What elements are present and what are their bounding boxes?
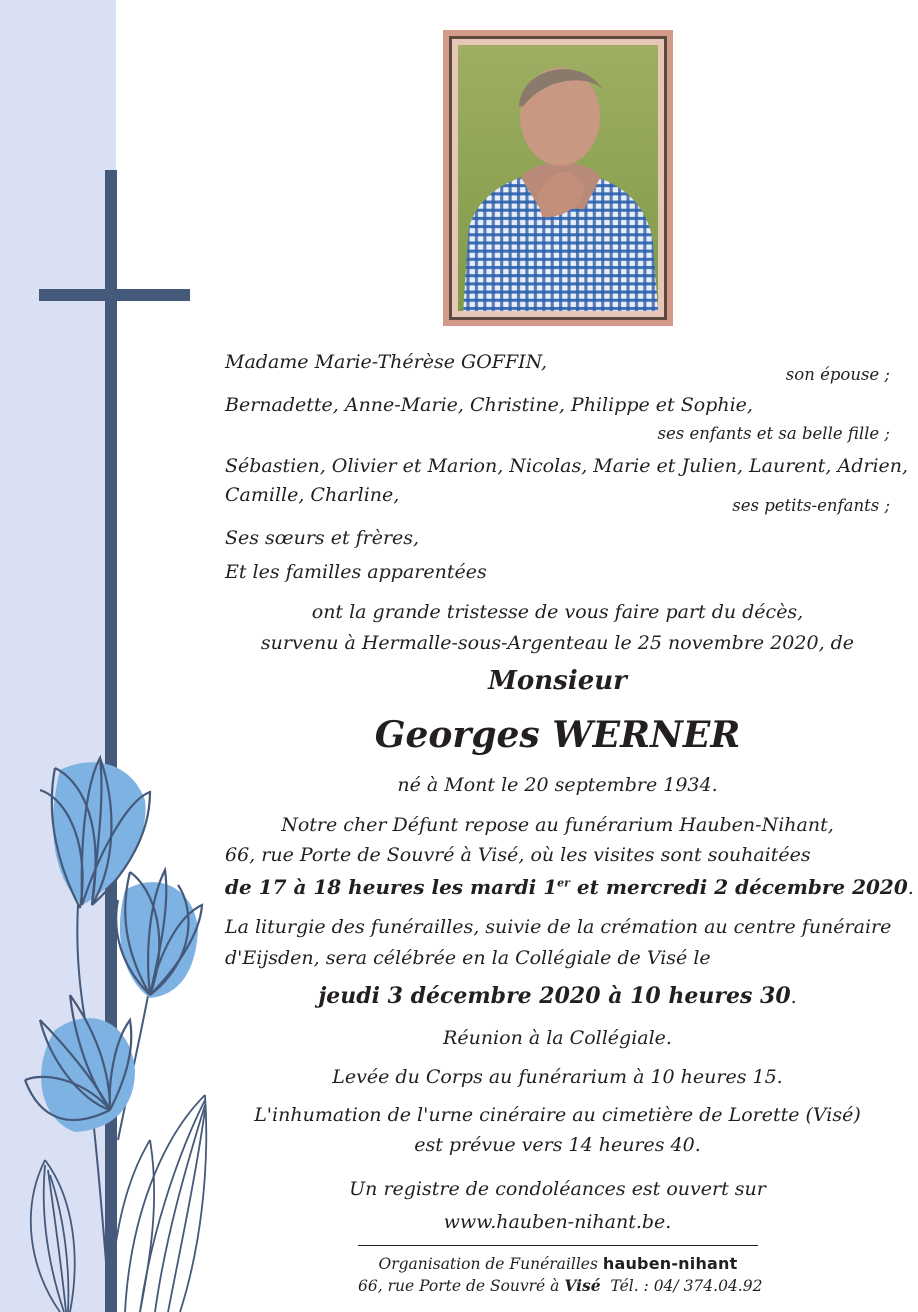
grandchildren-role: ses petits-enfants ; (732, 496, 890, 515)
portrait-mat (449, 36, 667, 320)
funeral-datetime-end: . (790, 986, 797, 1008)
children-role: ses enfants et sa belle fille ; (657, 424, 890, 443)
deceased-title: Monsieur (488, 666, 627, 696)
cross-horizontal-bar (39, 289, 190, 301)
footer-divider (358, 1245, 758, 1246)
relatives: Et les familles apparentées (225, 561, 487, 583)
visitation-hours (225, 875, 914, 899)
footer-address (358, 1276, 763, 1295)
portrait-photo (458, 45, 658, 311)
condolences-line1: Un registre de condoléances est ouvert sur (349, 1178, 766, 1200)
visitation-line2: 66, rue Porte de Souvré à Visé, où les visites sont souhaitées (225, 844, 811, 866)
leaves (31, 1095, 206, 1312)
meeting: Réunion à la Collégiale. (443, 1027, 672, 1049)
visitation-hours-sup: er (557, 876, 570, 890)
birth-info: né à Mont le 20 septembre 1934. (397, 774, 718, 796)
departure: Levée du Corps au funérarium à 10 heures 15. (332, 1066, 783, 1088)
condolences-url[interactable]: www.hauben-nihant.be. (443, 1211, 672, 1233)
footer-address-city: Visé (564, 1276, 601, 1295)
footer-phone: Tél. : 04/ 374.04.92 (600, 1277, 763, 1295)
visitation-hours-end: . (907, 877, 914, 899)
visitation-hours-part2: et mercredi 2 décembre 2020 (569, 875, 908, 899)
tulip-top (40, 758, 150, 908)
footer-organisation (358, 1254, 758, 1273)
visitation-hours-part1: de 17 à 18 heures les mardi 1 (225, 875, 558, 899)
funeral-datetime (225, 983, 890, 1009)
tulip-bottom (25, 995, 135, 1132)
footer-org-label: Organisation de Funérailles (378, 1255, 603, 1273)
announcement-line1: ont la grande tristesse de vous faire part du décès, (311, 601, 804, 623)
cross-vertical-bar (105, 170, 117, 1312)
interment-line2: est prévue vers 14 heures 40. (414, 1134, 701, 1156)
spouse-role: son épouse ; (785, 365, 890, 384)
grandchildren-line2: Camille, Charline, (225, 484, 400, 506)
funeral-line2: d'Eijsden, sera célébrée en la Collégiale de Visé le (225, 947, 711, 969)
funeral-line1: La liturgie des funérailles, suivie de la crémation au centre funéraire (225, 916, 892, 938)
funeral-datetime-text: jeudi 3 décembre 2020 à 10 heures 30 (318, 983, 791, 1009)
grandchildren-line1: Sébastien, Olivier et Marion, Nicolas, Marie et Julien, Laurent, Adrien, (225, 455, 909, 477)
footer-address-part1: 66, rue Porte de Souvré à (358, 1277, 565, 1295)
deceased-name: Georges WERNER (374, 714, 741, 756)
portrait-frame (443, 30, 673, 326)
announcement-line2: survenu à Hermalle-sous-Argenteau le 25 novembre 2020, de (260, 632, 855, 654)
visitation-line1: Notre cher Défunt repose au funérarium Hauben-Nihant, (281, 814, 834, 836)
cross-and-tulips-decoration (0, 0, 230, 1312)
tulip-middle (116, 870, 202, 998)
footer-brand-logo: hauben-nihant (602, 1254, 738, 1273)
interment-line1: L'inhumation de l'urne cinéraire au cimetière de Lorette (Visé) (254, 1104, 861, 1126)
siblings: Ses sœurs et frères, (225, 527, 420, 549)
spouse-name: Madame Marie-Thérèse GOFFIN, (225, 351, 548, 373)
children-names: Bernadette, Anne-Marie, Christine, Philippe et Sophie, (225, 394, 753, 416)
